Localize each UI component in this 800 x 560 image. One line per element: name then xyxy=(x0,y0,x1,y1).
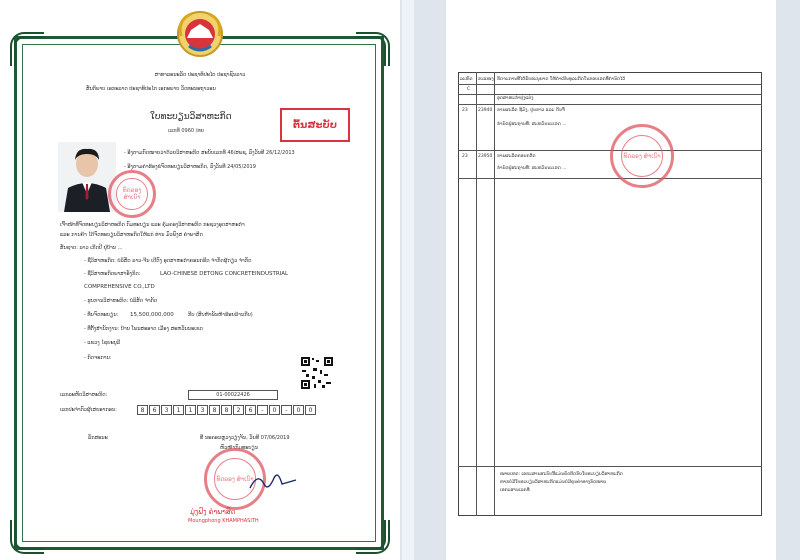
table-cell: C xyxy=(467,87,471,92)
official-stamp: ທົດລອງ ສຳເນົາ xyxy=(610,124,674,188)
nationality-field: ສັນຊາດ: ລາວ ເກີດປີ ຢູ່ບ້ານ ... xyxy=(60,245,123,251)
portrait-icon xyxy=(58,142,116,212)
table-cell: 23950 xyxy=(478,154,493,159)
body-text-line: ເຈົ້າໜ້າທີ່ຈົດທະບຽນວິສາຫະກິດ ກົມທະບຽນ ແລະ ຄຸ້ມຄອງວິສາຫະກິດ ກະຊວງອຸດສາຫະກຳ xyxy=(60,222,245,228)
body-text-line: ແລະ ການຄ້າ ໄດ້ຈົດທະບຽນວິສາຫະກິດໃຫ້ແກ່ ທ່ານ ມົວພົງສ ຄໍາພາສິດ xyxy=(60,232,203,238)
tax-digit-box: 1 xyxy=(173,405,184,415)
office-address-field: - ທີ່ຕັ້ງສຳນັກງານ: ບ້ານ ໂພນສະອາດ ເມືອງ ສະຫວັນນະເຂດ xyxy=(84,326,203,332)
capital-unit: ກີບ (ສິບຫ້າພັນຫ້າຮ້ອຍລ້ານກີບ) xyxy=(188,312,253,318)
tax-digit-box: - xyxy=(257,405,268,415)
tax-digit-box: 8 xyxy=(209,405,220,415)
legal-basis-line: - ອີງຕາມກົດໝາຍວ່າດ້ວຍວິສາຫະກິດ ສະບັບເລກທີ 46/ສພຊ, ລົງວັນທີ 26/12/2013 xyxy=(124,150,295,156)
corner-ornament xyxy=(356,520,390,554)
tax-digit-box: 3 xyxy=(161,405,172,415)
document-title: ໃບທະບຽນວິສາຫະກິດ xyxy=(150,112,232,122)
footer-note: ໝາຍເຫດ: ເອກະສານສະບັບນີ້ແມ່ນຄັດຕິດກັບໃບທະບຽນວິສາຫະກິດ xyxy=(500,472,623,477)
issue-place-date: ທີ່ ນະຄອນຫຼວງວຽງຈັນ, ວັນທີ 07/06/2019 xyxy=(200,435,290,441)
holder-photo xyxy=(58,142,116,212)
signer-name-lao: ມຸ່ງຟົງ ຄໍາພາສິດ xyxy=(190,508,236,516)
table-row-divider xyxy=(458,94,762,95)
tax-digit-box: 1 xyxy=(185,405,196,415)
reference-code: ລັກສະນະ xyxy=(88,435,108,441)
official-seal: ທົດລອງ ສຳເນົາ xyxy=(204,448,266,510)
annex-table xyxy=(458,72,762,516)
tax-digit-box: 6 xyxy=(245,405,256,415)
table-cell: ອຸດສາຫະກຳປຸງແຕ່ງ xyxy=(497,96,534,101)
company-type-field: - ຮູບການວິສາຫະກິດ: ບໍລິສັດ ຈຳກັດ xyxy=(84,298,158,304)
tax-digit-box: 8 xyxy=(137,405,148,415)
table-header-sector: ຂະແໜງ xyxy=(478,77,494,82)
table-row-divider xyxy=(458,84,762,85)
corner-ornament xyxy=(10,520,44,554)
application-date-line: - ອີງຕາມຄຳຮ້ອງຂໍຈົດທະບຽນວິສາຫະກິດ, ລົງວັນທີ 24/05/2019 xyxy=(124,164,256,170)
document-number: ເລກທີ 0960 /ທຍ xyxy=(168,128,205,134)
signature-icon xyxy=(248,470,298,494)
table-column-divider xyxy=(494,72,495,516)
national-emblem-icon xyxy=(173,6,227,60)
signer-name-en: Moungphong KHAMPHASITH xyxy=(188,518,259,524)
footer-note: ເອກະສານເລກທີ xyxy=(500,488,530,493)
enterprise-no-label: ເລກລະຫັດວິສາຫະກິດ: xyxy=(60,392,108,398)
table-cell: ກຳນົດຢູ່ສະຖານທີ່: ສະຫວັນນະເຂດ ... xyxy=(497,166,567,171)
company-name-lao: - ຊື່ວິສາຫະກິດ: ບໍລິສັດ ລາວ-ຈີນ ເດີຕົງ ອຸດສາຫະກຳຄອນກຣີດ ຈຳກັດຜູ້ດຽວ ຈຳກັດ xyxy=(84,258,252,264)
table-column-divider xyxy=(476,72,477,516)
tax-no-label: ເລກປະຈຳຕົວຜູ້ເສຍອາກອນ: xyxy=(60,407,117,413)
capital-label: - ທຶນຈົດທະບຽນ: xyxy=(84,312,119,318)
header-country: ສາທາລະນະລັດ ປະຊາທິປະໄຕ ປະຊາຊົນລາວ xyxy=(154,72,246,78)
original-badge: ຕົ້ນສະບັບ xyxy=(280,108,350,142)
activity-field: - ກິດຈະການ: xyxy=(84,355,112,361)
corner-ornament xyxy=(356,32,390,66)
page-gap xyxy=(402,0,414,560)
tax-digit-box: 6 xyxy=(149,405,160,415)
tax-digit-box: 0 xyxy=(305,405,316,415)
company-name-en-2: COMPREHENSIVE CO.,LTD xyxy=(84,284,155,290)
province-field: - ແຂວງ ໄຊຍະບູລີ xyxy=(84,340,121,346)
table-row-divider xyxy=(458,104,762,105)
footer-note: ຫາກບໍ່ມີໃບທະບຽນວິສາຫະກິດແມ່ນບໍ່ມີຄຸນຄ່າທາງກົດໝາຍ xyxy=(500,480,607,485)
table-row-divider xyxy=(458,466,762,467)
tax-digit-box: 8 xyxy=(221,405,232,415)
company-name-en-label: - ຊື່ວິສາຫະກິດພາສາອັງກິດ: xyxy=(84,271,141,277)
table-cell: 23 xyxy=(462,108,468,113)
table-cell: ການຜະລິດ ຊີມັງ, ປູນຂາວ ແລະ ດິນຈີ່ xyxy=(497,108,565,113)
tax-digit-box: 3 xyxy=(197,405,208,415)
tax-digit-box: 0 xyxy=(269,405,280,415)
tax-digit-box: 0 xyxy=(293,405,304,415)
table-header-code: ລະຫັດ xyxy=(460,77,473,82)
tax-digit-box: 2 xyxy=(233,405,244,415)
table-header-activity: ກິດຈະການທີ່ໄດ້ຮັບອະນຸຍາດ ໃຫ້ດຳເນີນທຸລະກິດໃນຂອບເຂດທີ່ກຳນົດໄວ້ xyxy=(497,77,626,82)
table-row-divider xyxy=(458,178,762,179)
header-motto: ສັນຕິພາບ ເອກະລາດ ປະຊາທິປະໄຕ ເອກະພາບ ວັດທະນະຖາວອນ xyxy=(86,86,216,92)
table-cell: ການຜະລິດຄອນກຣີດ xyxy=(497,154,536,159)
official-stamp: ທົດລອງ ສຳເນົາ xyxy=(108,170,156,218)
table-cell: 23940 xyxy=(478,108,493,113)
capital-value: 15,500,000,000 xyxy=(130,312,174,318)
tax-digit-box: - xyxy=(281,405,292,415)
tax-no-digits xyxy=(137,405,316,415)
signer-title: ຫົວໜ້າກົມທະບຽນ xyxy=(220,445,259,451)
company-name-en: LAO-CHINESE DETONG CONCRETEINDUSTRIAL xyxy=(160,271,289,277)
qr-code-icon xyxy=(300,356,334,390)
table-cell: 23 xyxy=(462,154,468,159)
table-cell: ກຳນົດຢູ່ສະຖານທີ່: ສະຫວັນນະເຂດ ... xyxy=(497,122,567,127)
enterprise-no-value: 01-00022426 xyxy=(188,390,278,400)
corner-ornament xyxy=(10,32,44,66)
